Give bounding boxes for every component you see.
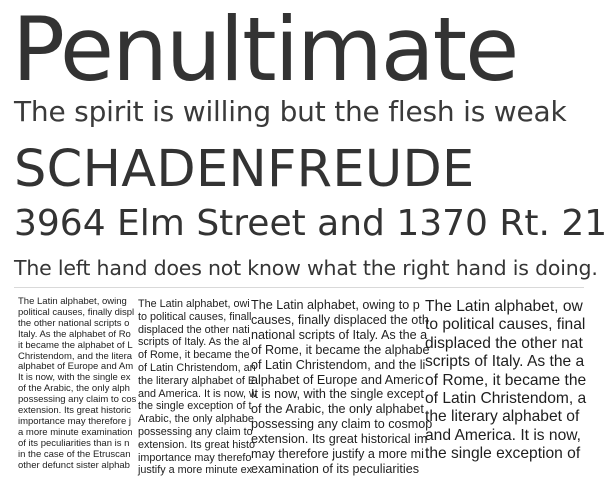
- column-line: Italy. As the alphabet of Ro: [18, 328, 131, 340]
- column-line: national scripts of Italy. As the a: [251, 327, 428, 342]
- paragraph-column-large: [425, 298, 587, 464]
- paragraph-column-small: [138, 298, 257, 477]
- column-line: the single exception of: [425, 445, 581, 463]
- column-line: alphabet of Europe and Am: [18, 361, 134, 373]
- idiom-specimen: The left hand does not know what the right hand is doing.: [14, 256, 598, 280]
- column-line: importance may therefo: [138, 451, 252, 464]
- column-line: the literary alphabet of: [425, 408, 580, 426]
- column-line: extension. Its great historic: [18, 405, 131, 417]
- column-line: the single exception of t: [138, 400, 252, 413]
- headline-specimen: Penultimate: [12, 0, 518, 101]
- column-line: of its peculiarities than is n: [18, 437, 130, 449]
- column-line: a more minute examination: [18, 426, 133, 438]
- column-line: in the case of the Etruscan: [18, 448, 131, 460]
- column-line: justify a more minute ex: [138, 464, 253, 477]
- column-line: It is now, with the single except: [251, 387, 424, 402]
- column-line: scripts of Italy. As the al: [138, 336, 251, 349]
- column-line: possessing any claim to: [138, 425, 253, 438]
- column-line: The Latin alphabet, owi: [138, 298, 250, 310]
- column-line: importance may therefore j: [18, 415, 131, 427]
- column-line: causes, finally displaced the oth: [251, 312, 429, 327]
- divider: [14, 287, 584, 288]
- uppercase-specimen: SCHADENFREUDE: [14, 140, 475, 199]
- paragraph-column-smallest: [18, 296, 137, 472]
- column-line: of Latin Christendom, a: [425, 390, 587, 408]
- column-line: and America. It is now, w: [138, 387, 257, 400]
- column-line: alphabet of Europe and Americ: [251, 372, 424, 387]
- column-line: examination of its peculiarities: [251, 461, 419, 476]
- column-line: extension. Its great histo: [138, 438, 256, 451]
- paragraph-column-medium: [251, 298, 433, 477]
- column-line: The Latin alphabet, owing to p: [251, 298, 420, 312]
- column-line: of Rome, it became the: [138, 349, 250, 362]
- column-line: of the Arabic, the only alphabet: [251, 402, 424, 417]
- proverb-specimen: The spirit is willing but the flesh is weak: [14, 95, 567, 128]
- column-line: of Latin Christendom, an: [138, 361, 256, 374]
- column-line: displaced the other nat: [425, 334, 583, 352]
- column-line: The Latin alphabet, owing: [18, 296, 127, 307]
- column-line: to political causes, finall: [138, 310, 252, 323]
- column-line: of the Arabic, the only alph: [18, 383, 130, 395]
- column-line: and America. It is now,: [425, 426, 582, 444]
- column-line: displaced the other nati: [138, 323, 250, 336]
- column-line: possessing any claim to cosmop: [251, 417, 433, 432]
- column-line: political causes, finally displ: [18, 306, 135, 318]
- column-line: the other national scripts o: [18, 317, 130, 329]
- column-line: to political causes, final: [425, 316, 586, 334]
- column-line: scripts of Italy. As the a: [425, 353, 585, 371]
- column-line: possessing any claim to cos: [18, 394, 137, 406]
- column-line: of Rome, it became the: [425, 371, 587, 389]
- column-line: other defunct sister alphab: [18, 459, 130, 471]
- column-line: of Rome, it became the alphabe: [251, 342, 430, 357]
- column-line: the literary alphabet of E: [138, 374, 256, 387]
- address-specimen: 3964 Elm Street and 1370 Rt. 21: [14, 203, 607, 244]
- column-line: may therefore justify a more mi: [251, 447, 424, 462]
- column-line: Christendom, and the litera: [18, 350, 133, 362]
- column-line: It is now, with the single ex: [18, 372, 131, 384]
- column-line: extension. Its great historical im: [251, 432, 428, 447]
- column-line: Arabic, the only alphabe: [138, 413, 254, 426]
- column-line: The Latin alphabet, ow: [425, 298, 583, 315]
- column-line: it became the alphabet of L: [18, 339, 133, 351]
- column-line: of Latin Christendom, and the li: [251, 357, 426, 372]
